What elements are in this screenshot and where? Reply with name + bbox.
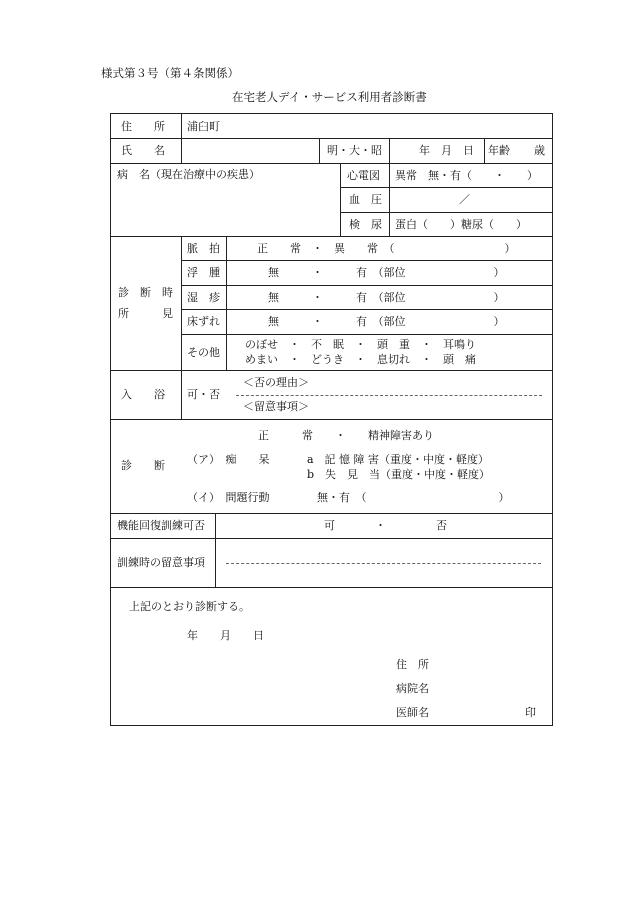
page-title: 在宅老人デイ・サービス利用者診断書 [232,90,427,104]
bathing-reason: ＜否の理由＞ [243,376,309,389]
urine-label: 検 尿 [349,218,382,231]
statement-date: 年 月 日 [187,629,264,642]
edema-value: 無 ・ 有 （部位 ） [268,266,505,279]
findings-label-1: 診 断 時 [118,286,173,299]
training-notes-line [226,563,541,564]
bedsore-label: 床ずれ [187,315,220,328]
pulse-label: 脈 拍 [187,242,220,255]
rehab-label: 機能回復訓練可否 [117,519,205,532]
ecg-label: 心電図 [347,169,380,182]
diagnosis-label: 診 断 [121,459,165,472]
seal-mark: 印 [525,706,536,719]
bathing-notes: ＜留意事項＞ [243,400,309,413]
other-symptoms-1: のぼせ ・ 不 眠 ・ 頭 重 ・ 耳鳴り [245,338,476,351]
hospital-label: 病院名 [396,682,429,695]
training-label: 訓練時の留意事項 [117,556,205,569]
address-value: 浦臼町 [187,120,220,133]
findings-label-2: 所 見 [118,307,173,320]
bathing-label: 入 浴 [121,388,165,401]
pulse-value: 正 常 ・ 異 常 （ ） [257,242,516,255]
doctor-label: 医師名 [396,706,429,719]
age-label: 年齢 [488,144,510,157]
rehab-dot: ・ [375,519,386,532]
urine-value: 蛋白（ ）糖尿（ ） [395,218,527,231]
birth-date: 年 月 日 [419,144,474,157]
bathing-divider [236,395,542,396]
eczema-label: 湿 疹 [187,291,220,304]
diagnosis-normal: 正 常 ・ 精神障害あり [258,429,434,442]
illness-label: 病 名（現在治療中の疾患） [117,168,260,181]
behavior-label: （イ） 問題行動 [187,491,270,504]
dementia-label: （ア） 痴 呆 [187,453,270,466]
edema-label: 浮 腫 [187,266,220,279]
bp-value: ／ [459,193,470,206]
statement: 上記のとおり診断する。 [129,600,250,613]
rehab-no: 否 [436,519,447,532]
dementia-disorientation: b 失 見 当（重度・中度・軽度） [307,468,491,481]
dementia-memory: a 記 憶 障 害（重度・中度・軽度） [307,453,490,466]
rehab-yes: 可 [324,519,335,532]
bathing-option: 可・否 [187,388,220,401]
bedsore-value: 無 ・ 有 （部位 ） [268,315,505,328]
doctor-address-label: 住 所 [396,658,429,671]
other-label: その他 [187,346,220,359]
ecg-value: 異常 無・有（ ・ ） [395,169,538,182]
eczema-value: 無 ・ 有 （部位 ） [268,291,505,304]
age-unit: 歳 [534,144,545,157]
form-number: 様式第３号（第４条関係） [101,66,239,80]
name-label: 氏 名 [121,144,165,157]
birth-era: 明・大・昭 [327,144,382,157]
address-label: 住 所 [121,120,165,133]
name-field[interactable] [185,141,315,159]
other-symptoms-2: めまい ・ どうき ・ 息切れ ・ 頭 痛 [245,353,476,366]
behavior-value: 無・有 （ ） [317,491,510,504]
diagnosis-form [110,113,553,726]
bp-label: 血 圧 [349,193,382,206]
